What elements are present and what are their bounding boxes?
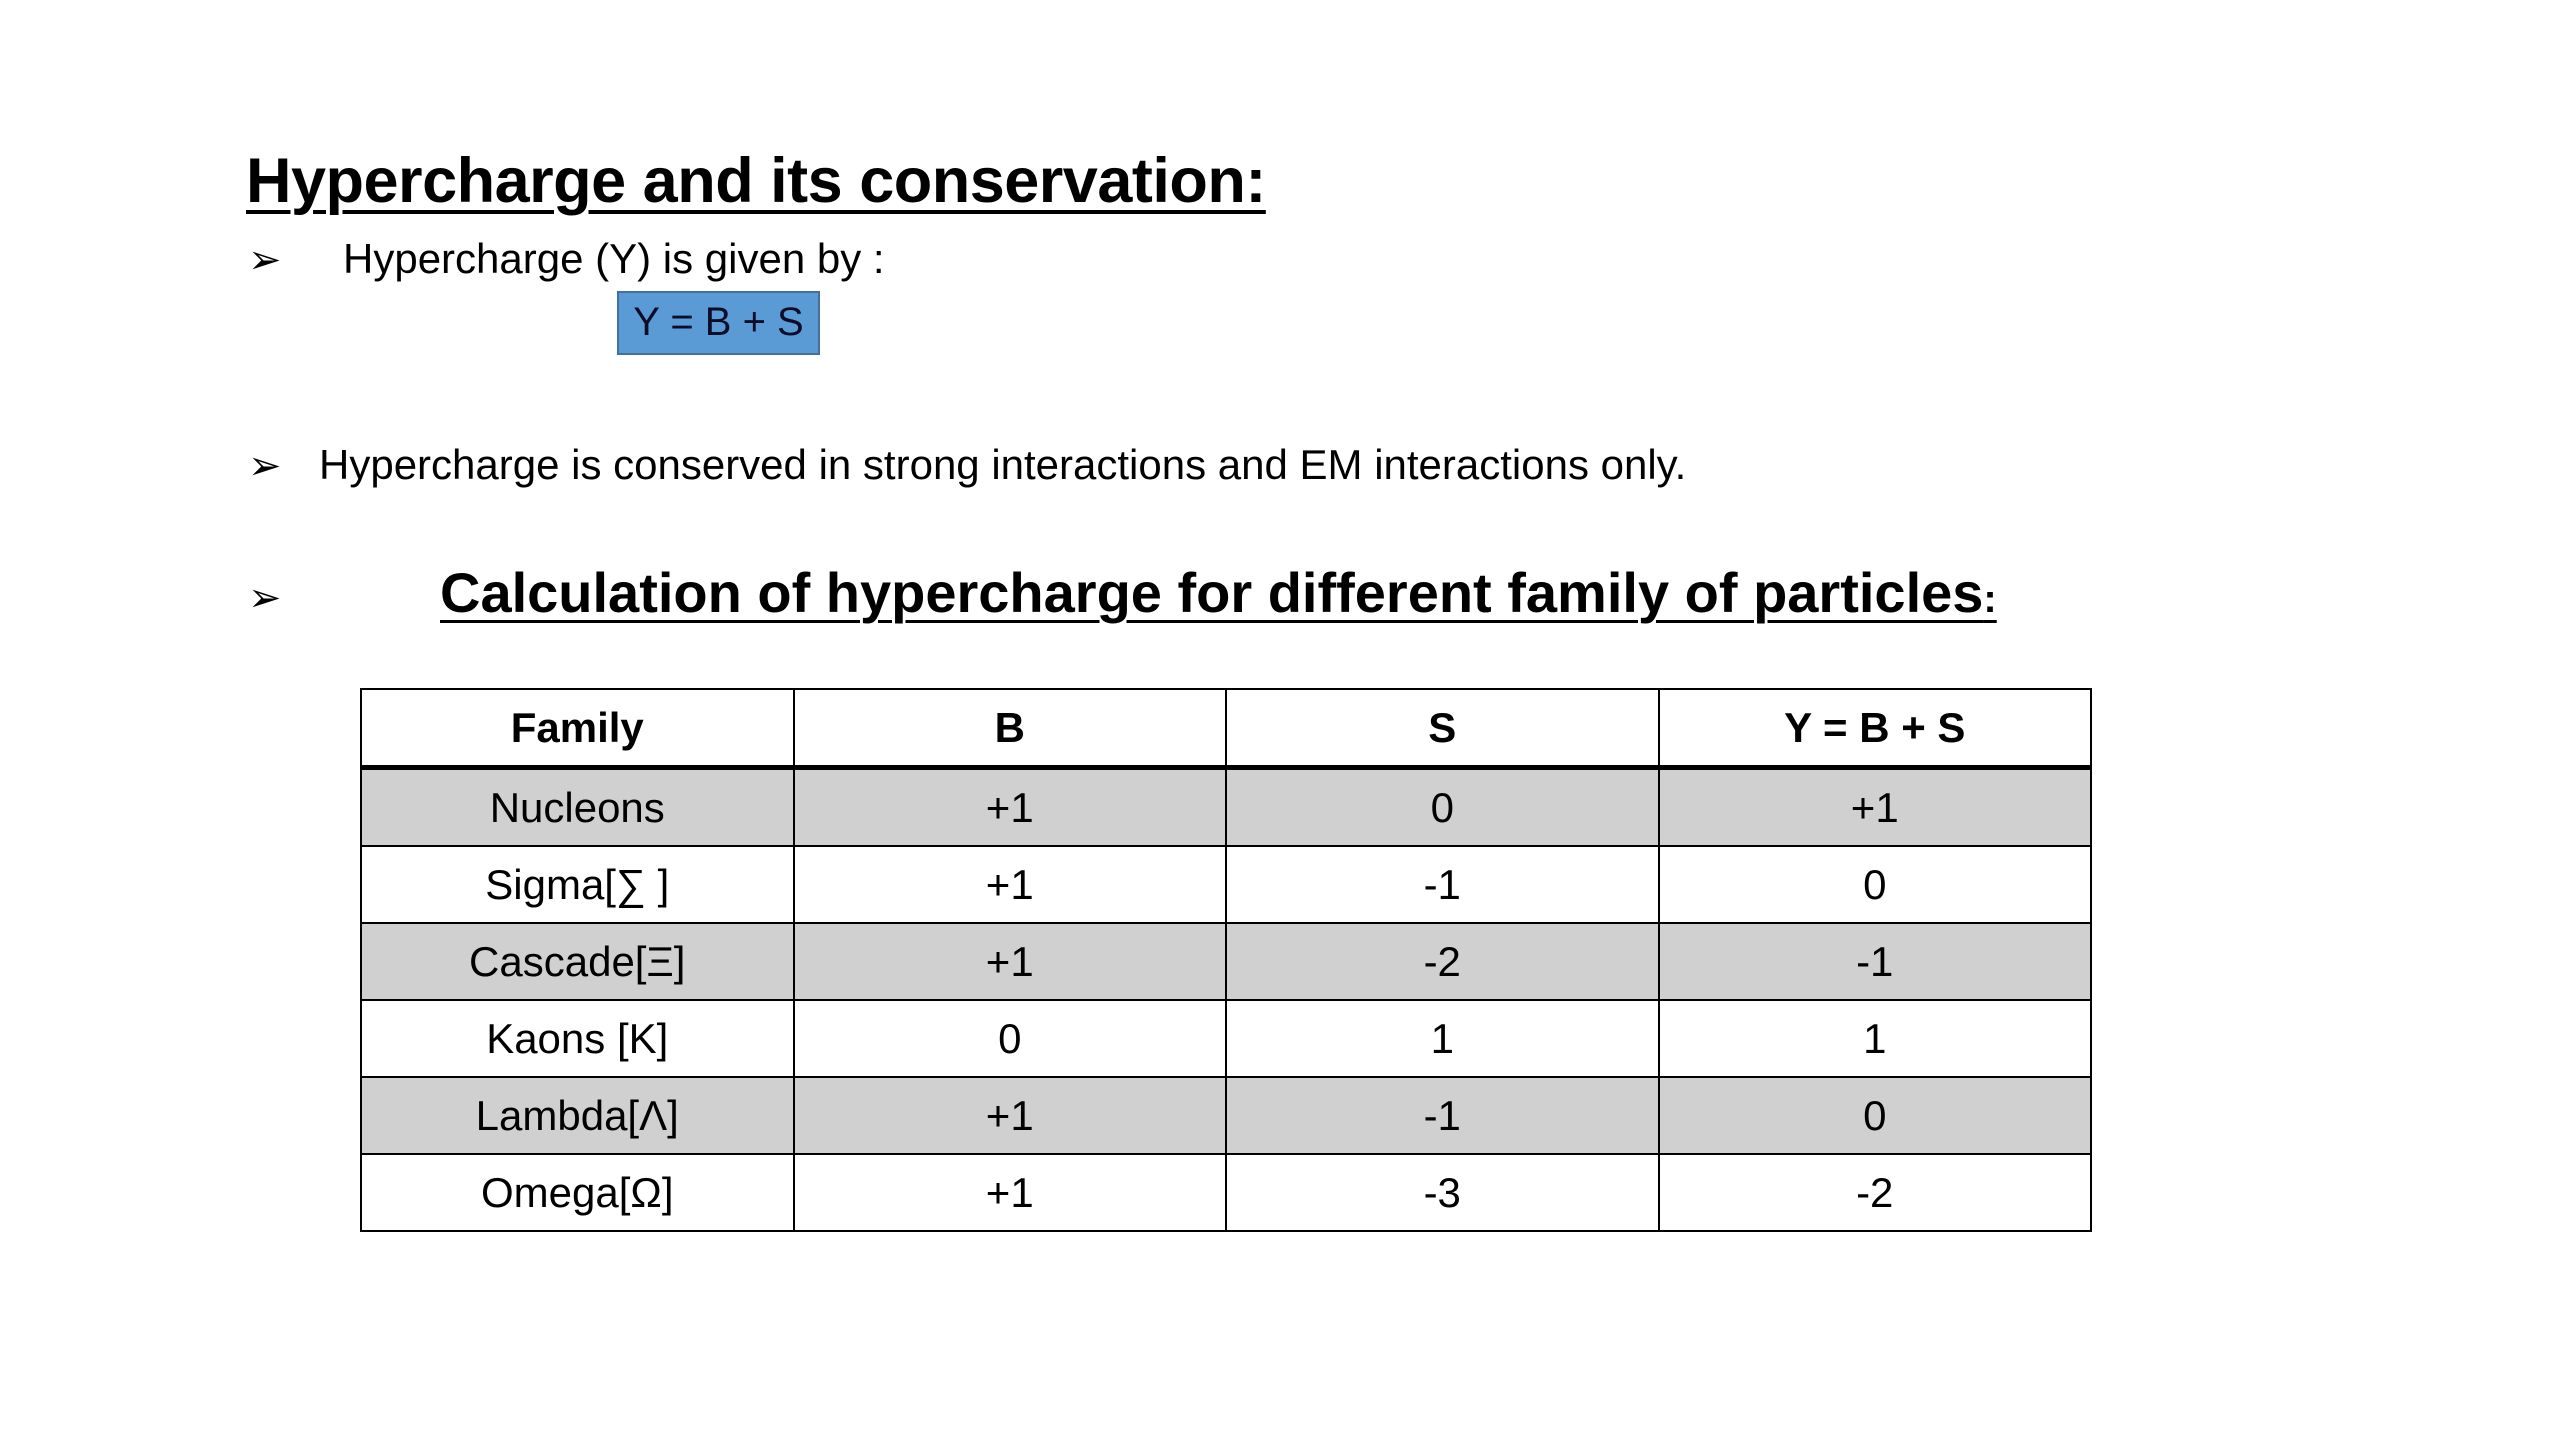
table-cell-s: 1 bbox=[1226, 1000, 1659, 1077]
table-cell-family: Kaons [K] bbox=[361, 1000, 794, 1077]
column-header-s: S bbox=[1226, 689, 1659, 768]
section-heading-colon: : bbox=[1983, 577, 1997, 621]
arrowhead-bullet-icon: ➢ bbox=[248, 575, 282, 621]
table-row bbox=[361, 923, 2091, 1000]
table-cell-b: +1 bbox=[794, 1077, 1227, 1154]
table-cell-s: -1 bbox=[1226, 1077, 1659, 1154]
arrowhead-bullet-icon: ➢ bbox=[248, 237, 282, 283]
table-cell-family: Sigma[∑ ] bbox=[361, 846, 794, 923]
table-cell-b: +1 bbox=[794, 923, 1227, 1000]
arrowhead-bullet-icon: ➢ bbox=[248, 443, 282, 489]
table-cell-b: +1 bbox=[794, 1154, 1227, 1231]
table-cell-s: -1 bbox=[1226, 846, 1659, 923]
table-cell-b: +1 bbox=[794, 768, 1227, 847]
table-cell-s: -3 bbox=[1226, 1154, 1659, 1231]
column-header-b: B bbox=[794, 689, 1227, 768]
table-cell-y: 1 bbox=[1659, 1000, 2092, 1077]
slide-title: Hypercharge and its conservation: bbox=[246, 146, 1266, 216]
table-row bbox=[361, 1154, 2091, 1231]
section-heading-text: Calculation of hypercharge for different family of particles bbox=[440, 561, 1984, 624]
table-cell-y: -2 bbox=[1659, 1154, 2092, 1231]
table-cell-b: 0 bbox=[794, 1000, 1227, 1077]
table-cell-y: -1 bbox=[1659, 923, 2092, 1000]
bullet-text-conservation: Hypercharge is conserved in strong interactions and EM interactions only. bbox=[319, 441, 1687, 488]
table-header-row bbox=[361, 689, 2091, 768]
table-cell-s: -2 bbox=[1226, 923, 1659, 1000]
table-cell-y: 0 bbox=[1659, 1077, 2092, 1154]
column-header-family: Family bbox=[361, 689, 794, 768]
table-cell-y: +1 bbox=[1659, 768, 2092, 847]
hypercharge-table bbox=[360, 688, 2092, 1232]
section-heading bbox=[440, 560, 1997, 625]
table-cell-s: 0 bbox=[1226, 768, 1659, 847]
table-cell-family: Lambda[Λ] bbox=[361, 1077, 794, 1154]
table-row bbox=[361, 846, 2091, 923]
table-cell-family: Nucleons bbox=[361, 768, 794, 847]
table-cell-family: Omega[Ω] bbox=[361, 1154, 794, 1231]
table-cell-y: 0 bbox=[1659, 846, 2092, 923]
bullet-text-hypercharge-definition: Hypercharge (Y) is given by : bbox=[343, 235, 885, 282]
formula-box: Y = B + S bbox=[617, 291, 820, 355]
table-row bbox=[361, 768, 2091, 847]
table-row bbox=[361, 1077, 2091, 1154]
column-header-y: Y = B + S bbox=[1659, 689, 2092, 768]
table-cell-b: +1 bbox=[794, 846, 1227, 923]
table-row bbox=[361, 1000, 2091, 1077]
table-cell-family: Cascade[Ξ] bbox=[361, 923, 794, 1000]
